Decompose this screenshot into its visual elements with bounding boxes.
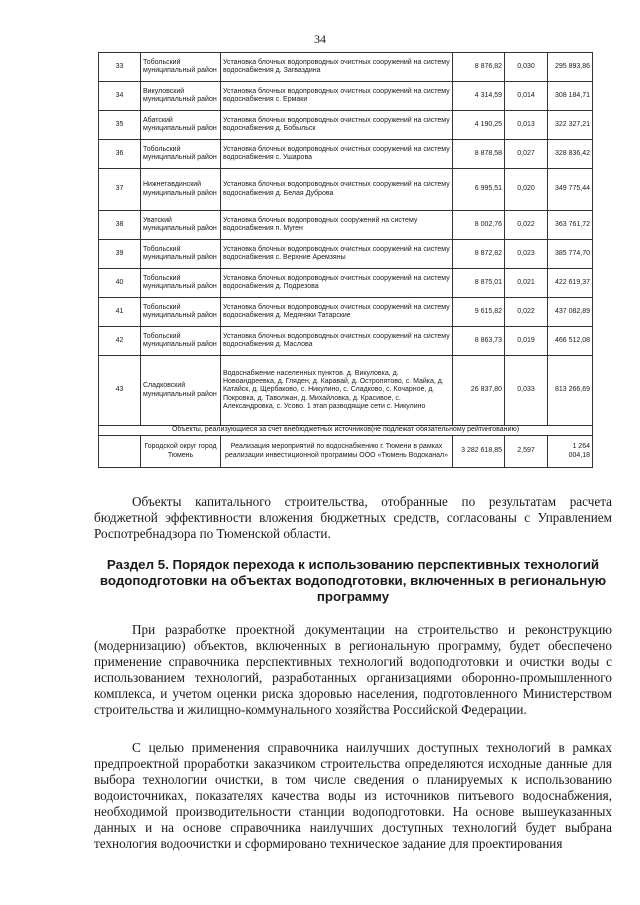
district-cell: Уватский муниципальный район bbox=[141, 211, 221, 240]
cost-cell: 3 282 618,85 bbox=[453, 436, 505, 468]
row-number: 36 bbox=[99, 140, 141, 169]
cost-cell: 8 002,76 bbox=[453, 211, 505, 240]
district-cell: Тобольский муниципальный район bbox=[141, 327, 221, 356]
ratio-cell: 0,021 bbox=[505, 269, 548, 298]
total-cell: 466 512,08 bbox=[548, 327, 593, 356]
total-cell: 295 893,86 bbox=[548, 53, 593, 82]
description-cell: Установка блочных водопроводных очистных сооружений на систему водоснабжения д. Медяняки Татарские bbox=[221, 298, 453, 327]
page-number: 34 bbox=[314, 32, 326, 46]
table-row bbox=[99, 140, 593, 169]
objects-table bbox=[98, 52, 593, 468]
row-number: 34 bbox=[99, 82, 141, 111]
cost-cell: 8 878,58 bbox=[453, 140, 505, 169]
cost-cell: 8 872,82 bbox=[453, 240, 505, 269]
district-cell: Нижнетавдинский муниципальный район bbox=[141, 169, 221, 211]
row-number-empty bbox=[99, 436, 141, 468]
table-note: Объекты, реализующиеся за счет внебюджетных источников(не подлежат обязательному рейтингованию) bbox=[99, 426, 593, 436]
description-cell: Водоснабжение населенных пунктов. д. Викуловка, д. Новоандреевка, д. Гляден, д. Каравай, д. Остропятово, с. Майка, д. Катайск, д. Щербаково, с. Никулино, с. Сладково, с. Кочарное, д. Покровка, д. Таволжан, д. Михайловка, д. Красивое, с. Александровка, с. Усово. 1 этап разводящие сети с. Никулино bbox=[221, 356, 453, 426]
row-number: 41 bbox=[99, 298, 141, 327]
row-number: 33 bbox=[99, 53, 141, 82]
table-row bbox=[99, 111, 593, 140]
district-cell: Тобольский муниципальный район bbox=[141, 269, 221, 298]
ratio-cell: 0,019 bbox=[505, 327, 548, 356]
table-row bbox=[99, 298, 593, 327]
row-number: 38 bbox=[99, 211, 141, 240]
description-cell: Установка блочных водопроводных очистных сооружений на систему водоснабжения д. Белая Дуброва bbox=[221, 169, 453, 211]
total-cell: 385 774,70 bbox=[548, 240, 593, 269]
row-number: 35 bbox=[99, 111, 141, 140]
ratio-cell: 0,022 bbox=[505, 298, 548, 327]
row-number: 42 bbox=[99, 327, 141, 356]
paragraph-best-technologies: С целью применения справочника наилучших доступных технологий в рамках предпроектной проработки заказчиком строительства определяются исходные данные для выбора технологии очистки, в том числе сведения о планируемых к использованию водоисточниках, показателях качества воды из источников питьевого водоснабжения, необходимой производительности станции водоподготовки. На основе вышеуказанных данных и на основе справочника наилучших доступных технологий будет выбрана технология водоочистки и сформировано техническое задание для проектирования bbox=[94, 740, 612, 851]
cost-cell: 4 190,25 bbox=[453, 111, 505, 140]
district-cell: Тобольский муниципальный район bbox=[141, 140, 221, 169]
row-number: 40 bbox=[99, 269, 141, 298]
district-cell: Тобольский муниципальный район bbox=[141, 240, 221, 269]
table-row bbox=[99, 211, 593, 240]
cost-cell: 4 314,59 bbox=[453, 82, 505, 111]
district-cell: Викуловский муниципальный район bbox=[141, 82, 221, 111]
table-row bbox=[99, 53, 593, 82]
table-row bbox=[99, 327, 593, 356]
description-cell: Установка блочных водопроводных очистных сооружений на систему водоснабжения д. Загваздина bbox=[221, 53, 453, 82]
total-cell: 1 264 004,18 bbox=[548, 436, 593, 468]
total-cell: 813 266,69 bbox=[548, 356, 593, 426]
ratio-cell: 0,013 bbox=[505, 111, 548, 140]
table-row bbox=[99, 269, 593, 298]
row-number: 37 bbox=[99, 169, 141, 211]
row-number: 39 bbox=[99, 240, 141, 269]
ratio-cell: 0,020 bbox=[505, 169, 548, 211]
table-row bbox=[99, 240, 593, 269]
table-row-tyumen bbox=[99, 436, 593, 468]
total-cell: 422 619,37 bbox=[548, 269, 593, 298]
section-title: Раздел 5. Порядок перехода к использованию перспективных технологий водоподготовки на объектах водоподготовки, включенных в региональную программу bbox=[99, 557, 607, 604]
total-cell: 328 836,42 bbox=[548, 140, 593, 169]
description-cell: Реализация мероприятий по водоснабжению г. Тюмени в рамках реализации инвестиционной программы ООО «Тюмень Водоканал» bbox=[221, 436, 453, 468]
total-cell: 308 184,71 bbox=[548, 82, 593, 111]
cost-cell: 8 875,01 bbox=[453, 269, 505, 298]
district-cell: Городской округ город Тюмень bbox=[141, 436, 221, 468]
ratio-cell: 0,022 bbox=[505, 211, 548, 240]
district-cell: Тобольский муниципальный район bbox=[141, 298, 221, 327]
description-cell: Установка блочных водопроводных очистных сооружений на систему водоснабжения с. Ушарова bbox=[221, 140, 453, 169]
ratio-cell: 0,030 bbox=[505, 53, 548, 82]
total-cell: 363 761,72 bbox=[548, 211, 593, 240]
district-cell: Абатский муниципальный район bbox=[141, 111, 221, 140]
description-cell: Установка блочных водопроводных очистных сооружений на систему водоснабжения д. Маслова bbox=[221, 327, 453, 356]
description-cell: Установка блочных водопроводных очистных сооружений на систему водоснабжения с. Верхние Аремзяны bbox=[221, 240, 453, 269]
table-note-row bbox=[99, 426, 593, 436]
row-number: 43 bbox=[99, 356, 141, 426]
paragraph-approved-objects: Объекты капитального строительства, отобранные по результатам расчета бюджетной эффективности вложения бюджетных средств, согласованы с Управлением Роспотребнадзора по Тюменской области. bbox=[94, 494, 612, 541]
ratio-cell: 2,597 bbox=[505, 436, 548, 468]
ratio-cell: 0,023 bbox=[505, 240, 548, 269]
cost-cell: 26 837,80 bbox=[453, 356, 505, 426]
total-cell: 322 327,21 bbox=[548, 111, 593, 140]
description-cell: Установка блочных водопроводных очистных сооружений на систему водоснабжения д. Бобыльск bbox=[221, 111, 453, 140]
district-cell: Сладковский муниципальный район bbox=[141, 356, 221, 426]
paragraph-design-documentation: При разработке проектной документации на строительство и реконструкцию (модернизацию) объектов, включенных в региональную программу, будет обеспечено применение справочника перспективных технологий водоподготовки и очистки воды с использованием технологий, разработанных организациями оборонно-промышленного комплекса, и учетом оценки риска здоровью населения, подготовленного Министерством строительства и жилищно-коммунального хозяйства Российской Федерации. bbox=[94, 622, 612, 717]
table-row bbox=[99, 356, 593, 426]
table-row bbox=[99, 169, 593, 211]
table-row bbox=[99, 82, 593, 111]
cost-cell: 9 615,82 bbox=[453, 298, 505, 327]
ratio-cell: 0,033 bbox=[505, 356, 548, 426]
cost-cell: 8 863,73 bbox=[453, 327, 505, 356]
cost-cell: 6 995,51 bbox=[453, 169, 505, 211]
ratio-cell: 0,014 bbox=[505, 82, 548, 111]
description-cell: Установка блочных водопроводных очистных сооружений на систему водоснабжения д. Подрезова bbox=[221, 269, 453, 298]
ratio-cell: 0,027 bbox=[505, 140, 548, 169]
cost-cell: 8 876,82 bbox=[453, 53, 505, 82]
district-cell: Тобольский муниципальный район bbox=[141, 53, 221, 82]
total-cell: 349 775,44 bbox=[548, 169, 593, 211]
total-cell: 437 082,89 bbox=[548, 298, 593, 327]
description-cell: Установка блочных водопроводных сооружений на систему водоснабжения п. Муген bbox=[221, 211, 453, 240]
description-cell: Установка блочных водопроводных очистных сооружений на систему водоснабжения с. Ермаки bbox=[221, 82, 453, 111]
